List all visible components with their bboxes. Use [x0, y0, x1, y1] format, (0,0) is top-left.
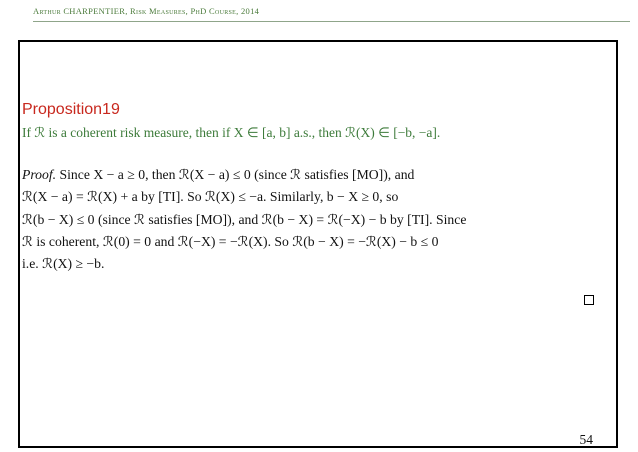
proof-line-text: Since X − a ≥ 0, then ℛ(X − a) ≤ 0 (since ℛ satisfies [MO]), and: [59, 167, 415, 182]
proof-line: ℛ(X − a) = ℛ(X) + a by [TI]. So ℛ(X) ≤ −a. Similarly, b − X ≥ 0, so: [22, 189, 399, 205]
running-header: Arthur CHARPENTIER, Risk Measures, PhD Course, 2014: [33, 6, 260, 16]
proof-line: ℛ(b − X) ≤ 0 (since ℛ satisfies [MO]), and ℛ(b − X) = ℛ(−X) − b by [TI]. Since: [22, 211, 467, 227]
proof-line: ℛ is coherent, ℛ(0) = 0 and ℛ(−X) = −ℛ(X). So ℛ(b − X) = −ℛ(X) − b ≤ 0: [22, 233, 439, 249]
proof-block: [22, 164, 594, 275]
qed-square-icon: [584, 295, 594, 305]
proposition-statement: If ℛ is a coherent risk measure, then if X ∈ [a, b] a.s., then ℛ(X) ∈ [−b, −a].: [22, 125, 441, 140]
proof-line: i.e. ℛ(X) ≥ −b.: [22, 256, 105, 272]
proposition-title: Proposition19: [22, 101, 120, 118]
header-rule: [33, 21, 630, 22]
page-number: 54: [579, 432, 593, 447]
proof-line: [22, 164, 594, 186]
proof-label: Proof.: [22, 167, 57, 182]
